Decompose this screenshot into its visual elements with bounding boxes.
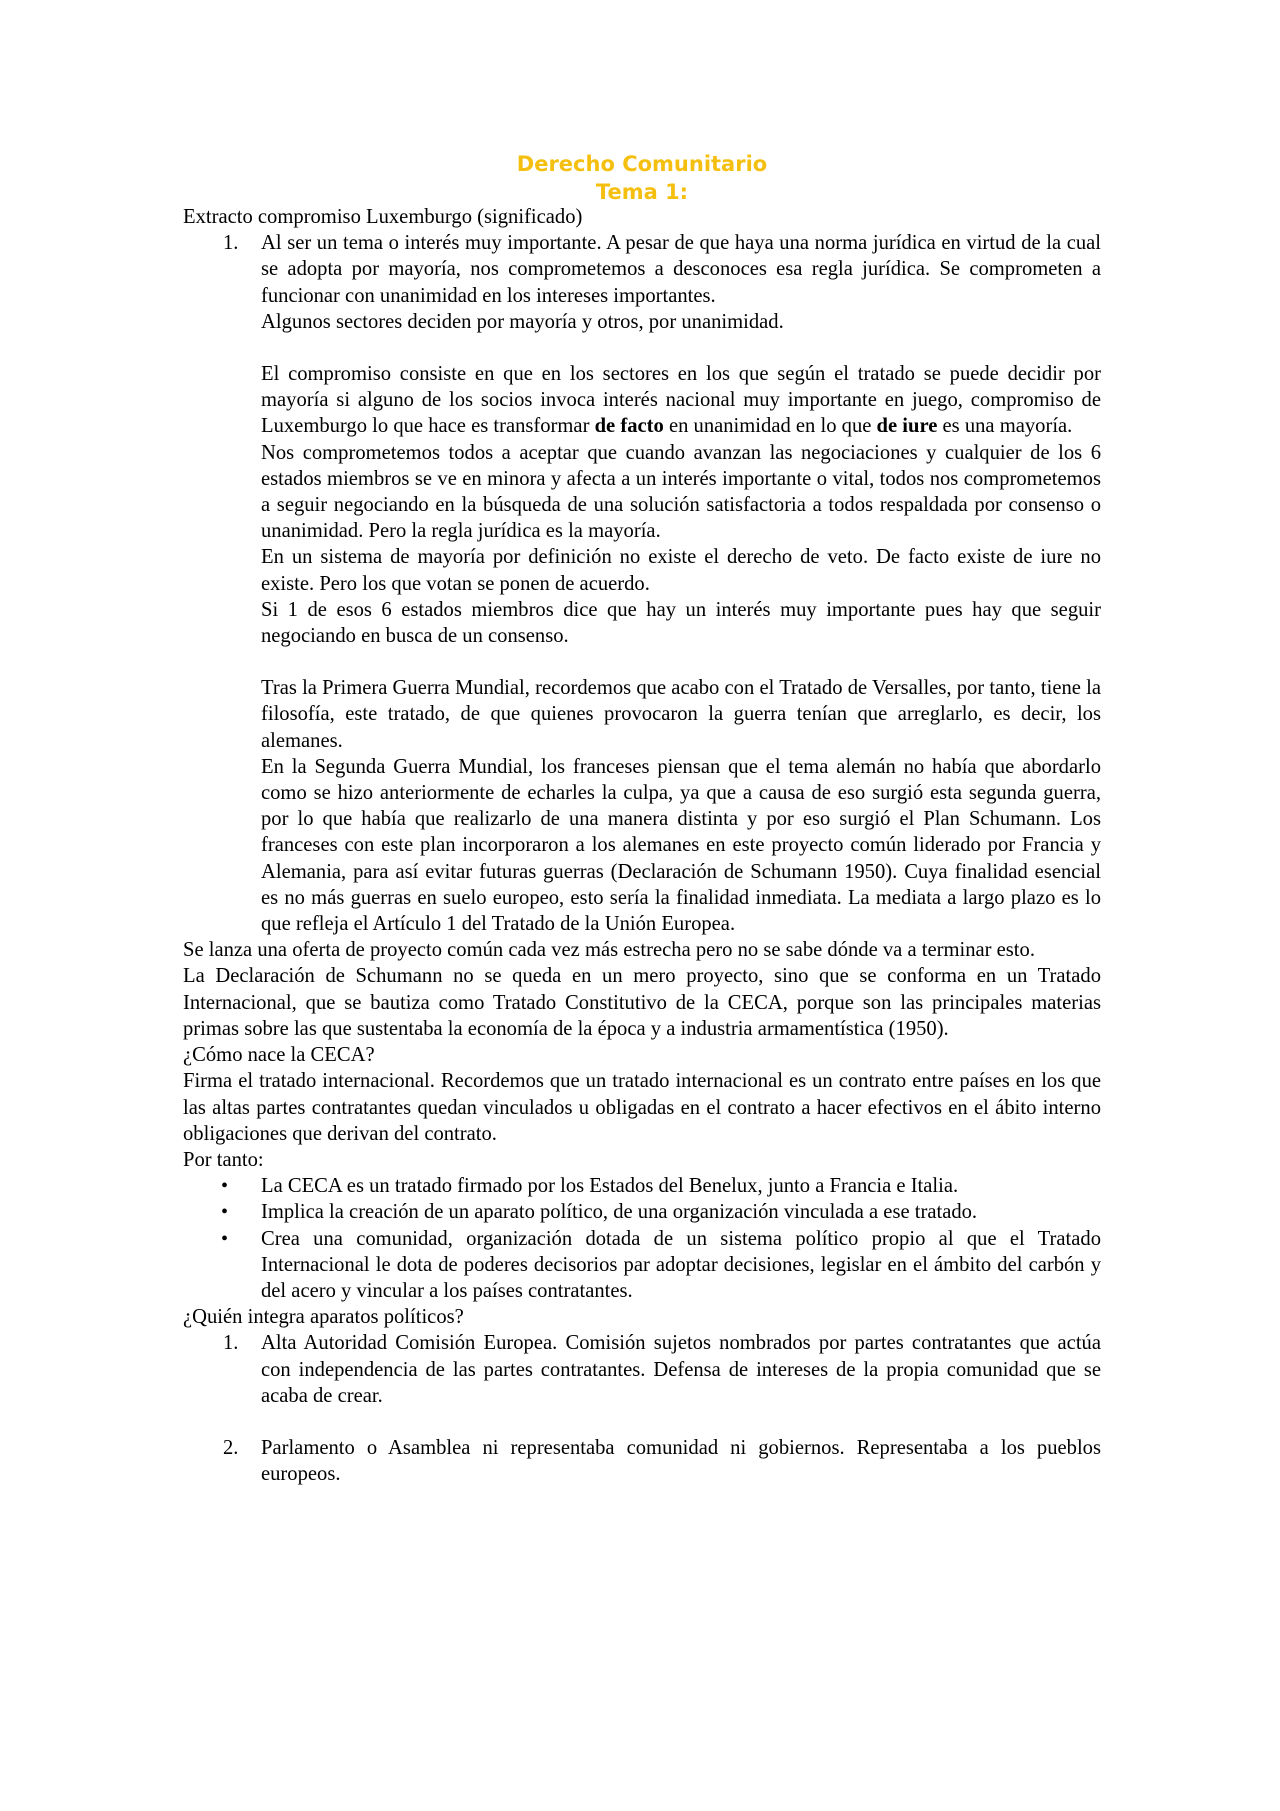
bullet-text: Implica la creación de un aparato político, de una organización vinculada a ese tratado. [261,1201,978,1224]
list-marker: 1. [223,1332,239,1355]
list-item [183,1199,1101,1225]
paragraph-segunda-guerra: En la Segunda Guerra Mundial, los franceses piensan que el tema alemán no había que abordarlo como se hizo anteriormente de echarles la culpa, ya que a causa de eso surgió esta segunda guerra, por lo que había que realizarlo de una manera distinta y por eso surgió el Plan Schumann. Los franceses con este plan incorporaron a los alemanes en este proyecto común liderado por Francia y Alemania, para así evitar futuras guerras (Declaración de Schumann 1950). Cuya finalidad esencial es no más guerras en suelo europeo, esto sería la finalidad inmediata. La mediata a largo plazo es lo que refleja el Artículo 1 del Tratado de la Unión Europea. [261,755,1101,936]
paragraph-primera-guerra: Tras la Primera Guerra Mundial, recordemos que acabo con el Tratado de Versalles, por tanto, tiene la filosofía, este tratado, de que quienes provocaron la guerra tenían que arreglarlo, es decir, los alemanes. [261,677,1101,752]
document-page [183,150,1101,1487]
compromiso-part2: en unanimidad en lo que [663,415,877,438]
list-marker: 1. [223,232,239,255]
paragraph-si1: Si 1 de esos 6 estados miembros dice que hay un interés muy importante pues hay que seguir negociando en busca de un consenso. [261,598,1101,648]
item1-text: Al ser un tema o interés muy importante. A pesar de que haya una norma jurídica en virtud de la cual se adopta por mayoría, nos comprometemos a desconoces esa regla jurídica. Se comprometen a funcionar con unanimidad en los intereses importantes. [261,232,1101,307]
list2-text: Alta Autoridad Comisión Europea. Comisión sujetos nombrados por partes contratantes que actúa con independencia de las partes contratantes. Defensa de intereses de la propia comunidad que se acaba de crear. [261,1332,1101,1407]
list-marker: 2. [223,1436,239,1459]
compromiso-part3: es una mayoría. [937,415,1073,438]
compromiso-bold-de-facto: de facto [594,415,664,438]
por-tanto: Por tanto: [183,1148,264,1171]
question-ceca: ¿Cómo nace la CECA? [183,1044,375,1067]
bullet-marker: • [221,1175,229,1198]
list-item [183,230,1101,335]
document-title: Derecho Comunitario [516,152,768,176]
compromiso-bold-de-iure: de iure [876,415,938,438]
intro-line: Extracto compromiso Luxemburgo (significado) [183,206,583,228]
list-item [183,1435,1101,1487]
compromiso-part1: El compromiso consiste en que en los sectores en los que según el tratado se puede decidir por mayoría si alguno de los socios invoca interés nacional muy importante en juego, compromiso de Luxemburgo lo que hace es transformar [261,363,1101,438]
document-subtitle: Tema 1: [595,180,689,204]
paragraph-firma: Firma el tratado internacional. Recordemos que un tratado internacional es un contrato entre países en los que las altas partes contratantes quedan vinculados u obligadas en el contrato a hacer efectivos en el ábito interno obligaciones que derivan del contrato. [183,1070,1101,1145]
paragraph-comprometemos: Nos comprometemos todos a aceptar que cuando avanzan las negociaciones y cualquier de los 6 estados miembros se ve en minora y afecta a un interés importante o vital, todos nos comprometemos a seguir negociando en la búsqueda de una solución satisfactoria a todos respaldada por consenso o unanimidad. Pero la regla jurídica es la mayoría. [261,441,1101,543]
bullet-marker: • [221,1227,229,1250]
list-item [183,1330,1101,1409]
list2-text: Parlamento o Asamblea ni representaba comunidad ni gobiernos. Representaba a los pueblos europeos. [261,1436,1101,1486]
bullet-marker: • [221,1201,229,1224]
bullet-text: La CECA es un tratado firmado por los Estados del Benelux, junto a Francia e Italia. [261,1175,959,1198]
compromiso-paragraph [183,361,1101,440]
list-item [183,1173,1101,1199]
list-item [183,1226,1101,1305]
paragraph-declaracion: La Declaración de Schumann no se queda en un mero proyecto, sino que se conforma en un Tratado Internacional, que se bautiza como Tratado Constitutivo de la CECA, porque son las principales materias primas sobre las que sustentaba la economía de la época y a industria armamentística (1950). [183,965,1101,1040]
paragraph-veto: En un sistema de mayoría por definición no existe el derecho de veto. De facto existe de iure no existe. Pero los que votan se ponen de acuerdo. [261,546,1101,595]
question-quien: ¿Quién integra aparatos políticos? [183,1306,464,1329]
item1-text2: Algunos sectores deciden por mayoría y otros, por unanimidad. [261,310,784,333]
bullet-text: Crea una comunidad, organización dotada de un sistema político propio al que el Tratado Internacional le dota de poderes decisorios par adoptar decisiones, legislar en el ámbito del carbón y del acero y vincular a los países contratantes. [261,1227,1101,1302]
paragraph-lanza: Se lanza una oferta de proyecto común cada vez más estrecha pero no se sabe dónde va a terminar esto. [183,939,1035,962]
